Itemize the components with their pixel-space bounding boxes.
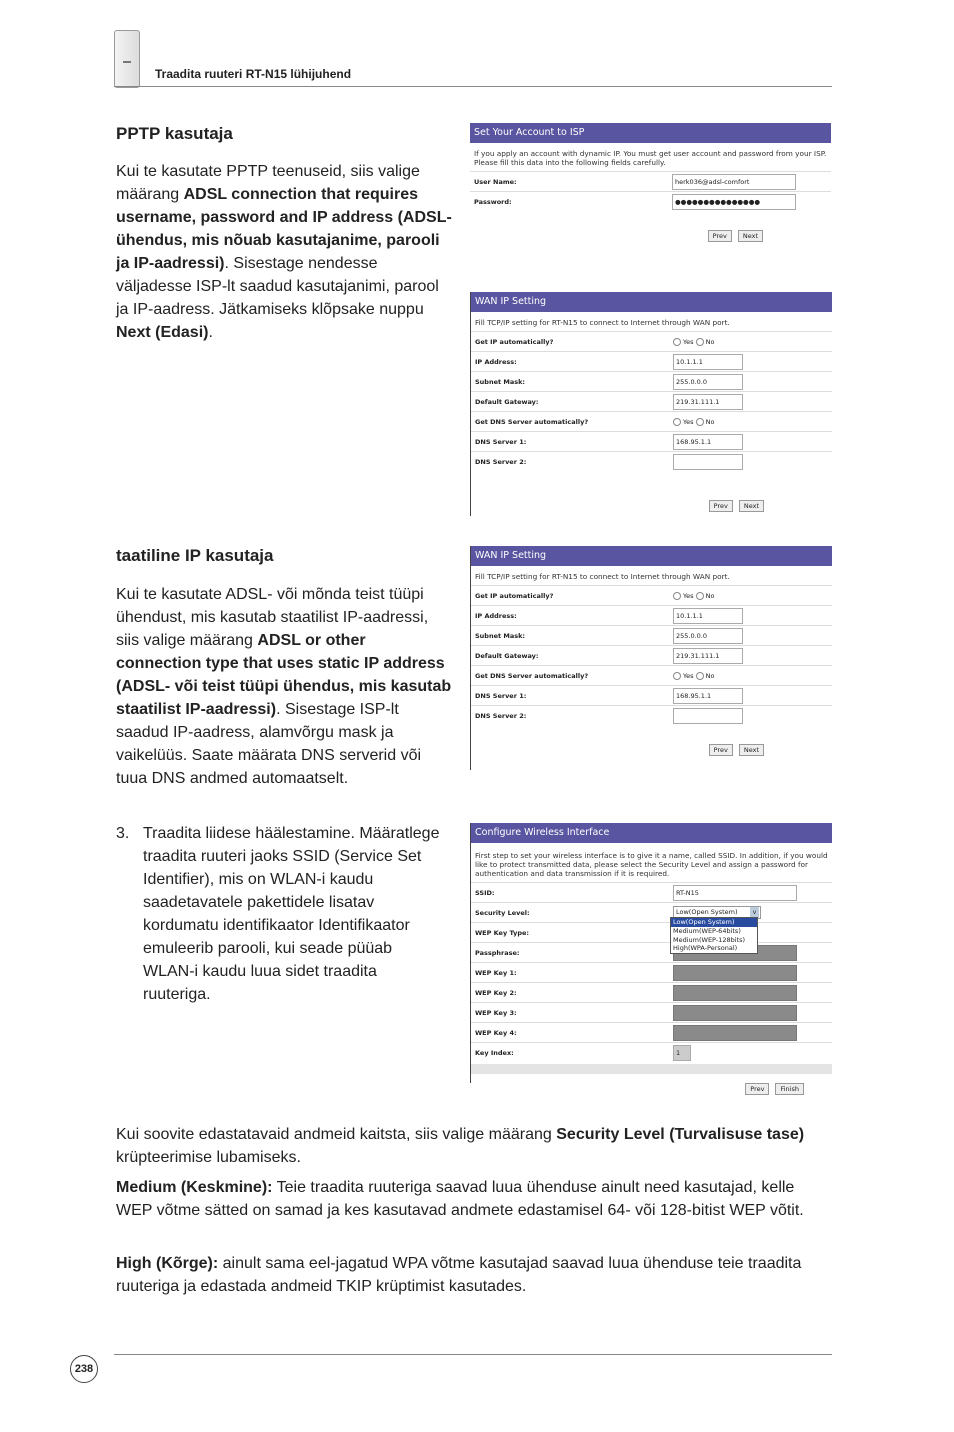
static-heading: taatiline IP kasutaja xyxy=(116,546,274,565)
wep-key1-input[interactable] xyxy=(673,965,797,981)
wep-key3-input[interactable] xyxy=(673,1005,797,1021)
dns1-label: DNS Server 1: xyxy=(471,686,669,706)
yes-radio[interactable] xyxy=(673,592,681,600)
panel-description: First step to set your wireless interface is to give it a name, called SSID. In addition, if you would like to protect transmitted data, please select the Security Level and assign a password for authentication and data transmission if it is required. xyxy=(475,851,828,878)
ssid-input[interactable]: RT-N15 xyxy=(673,885,797,901)
next-button[interactable]: Next xyxy=(738,230,763,242)
header-rule xyxy=(114,86,832,87)
pptp-heading: PPTP kasutaja xyxy=(116,124,233,143)
pptp-paragraph: Kui te kasutate PPTP teenuseid, siis valige määrang ADSL connection that requires username, password and IP address (ADSL-ühendus, mis nõuab kasutajanime, parooli ja IP-aadressi). Sisestage nendesse väljadesse ISP-lt saadud kasutajanimi, parool ja IP-aadress. Jätkamiseks klõpsake nuppu Next (Edasi). xyxy=(116,163,452,341)
dns2-input[interactable] xyxy=(673,708,743,724)
yes-radio[interactable] xyxy=(673,672,681,680)
yes-radio[interactable] xyxy=(673,338,681,346)
ip-label: IP Address: xyxy=(471,606,669,626)
no-radio[interactable] xyxy=(696,418,704,426)
security-select[interactable]: Low(Open System) v xyxy=(673,906,761,919)
security-paragraph: Kui soovite edastatavaid andmeid kaitsta, siis valige määrang Security Level (Turvalisuse tase) krüpteerimise lubamiseks. xyxy=(116,1126,805,1166)
passphrase-label: Passphrase: xyxy=(471,943,669,963)
yes-radio[interactable] xyxy=(673,418,681,426)
ip-label: IP Address: xyxy=(471,352,669,372)
option-low[interactable]: Low(Open System) xyxy=(671,918,757,927)
get-ip-label: Get IP automatically? xyxy=(471,332,669,352)
static-paragraph: Kui te kasutate ADSL- või mõnda teist tüüpi ühendust, mis kasutab staatilist IP-aadressi, siis valige määrang ADSL or other connection type that uses static IP address (ADSL- või teist tüüpi ühendus, mis kasutab staatilist IP-aadressi). Sisestage ISP-lt saadud IP-aadress, alamvõrgu mask ja vaikelüüs. Saate määrata DNS serverid või tuua DNS andmed automaatselt. xyxy=(116,586,452,787)
next-button[interactable]: Next xyxy=(739,500,764,512)
mask-input[interactable]: 255.0.0.0 xyxy=(673,628,743,644)
ip-input[interactable]: 10.1.1.1 xyxy=(673,354,743,370)
wireless-screenshot xyxy=(470,823,832,1093)
isp-account-screenshot xyxy=(470,123,831,256)
prev-button[interactable]: Prev xyxy=(745,1083,769,1095)
high-paragraph: High (Kõrge): ainult sama eel-jagatud WPA võtme kasutajad saavad luua ühenduse teie traadita ruuteriga ja edastada andmeid TKIP krüptimist kasutades. xyxy=(116,1255,802,1295)
username-label: User Name: xyxy=(470,172,668,192)
panel-description: Fill TCP/IP setting for RT-N15 to connect to Internet through WAN port. xyxy=(475,572,730,581)
step3-text: Traadita liidese häälestamine. Määratlege traadita ruuteri jaoks SSID (Service Set Identifier), mis on WLAN-i kaudu saadetavatele pakettidele lisatav kordumatu identifikaator Identifikaator emuleerib parooli, kui seade püüab WLAN-i kaudu luua sidet traadita ruuteriga. xyxy=(143,825,440,1003)
dns2-label: DNS Server 2: xyxy=(471,706,669,726)
medium-paragraph: Medium (Keskmine): Teie traadita ruuteriga saavad luua ühenduse ainult need kasutajad, kelle WEP võtme sätted on samad ja kes kasutavad andmete edastamisel 64- või 128-bitist WEP võtit. xyxy=(116,1179,804,1219)
dns-auto-label: Get DNS Server automatically? xyxy=(471,412,669,432)
panel-title: WAN IP Setting xyxy=(471,292,832,312)
option-wep128[interactable]: Medium(WEP-128bits) xyxy=(673,935,745,944)
key-index-label: Key Index: xyxy=(471,1043,669,1063)
wan-ip-screenshot-1: WAN IP Setting Fill TCP/IP setting for RT-N15 to connect to Internet through WAN port. Get IP automatically? Yes No IP Address: 10.1.1.1 Subnet Mask: 255.0.0.0 Default Gateway: 219.31.111.1 Get DNS Server automatically? Yes No DNS Server 1: 168.95.1.1 DNS Server 2: Prev Next xyxy=(470,292,832,516)
prev-button[interactable]: Prev xyxy=(708,230,732,242)
panel-title: Set Your Account to ISP xyxy=(470,123,831,143)
dns2-input[interactable] xyxy=(673,454,743,470)
router-icon xyxy=(114,30,140,88)
panel-description: Fill TCP/IP setting for RT-N15 to connect to Internet through WAN port. xyxy=(475,318,730,327)
username-input[interactable]: herk036@adsl-comfort xyxy=(672,174,796,190)
wep-key4-label: WEP Key 4: xyxy=(471,1023,669,1043)
header-title: Traadita ruuteri RT-N15 lühijuhend xyxy=(155,67,352,81)
panel-footer-bar xyxy=(471,1064,832,1074)
no-radio[interactable] xyxy=(696,338,704,346)
no-radio[interactable] xyxy=(696,592,704,600)
wep-type-label: WEP Key Type: xyxy=(471,923,669,943)
finish-button[interactable]: Finish xyxy=(775,1083,804,1095)
dns1-label: DNS Server 1: xyxy=(471,432,669,452)
option-wep64[interactable]: Medium(WEP-64bits) xyxy=(673,926,741,935)
footer-rule xyxy=(114,1354,832,1355)
panel-description: If you apply an account with dynamic IP. You must get user account and password from your ISP. Please fill this data into the following fields carefully. xyxy=(474,149,827,167)
wan-ip-screenshot-2: WAN IP Setting Fill TCP/IP setting for RT-N15 to connect to Internet through WAN port. Get IP automatically? Yes No IP Address: 10.1.1.1 Subnet Mask: 255.0.0.0 Default Gateway: 219.31.111.1 Get DNS Server automatically? Yes No DNS Server 1: 168.95.1.1 DNS Server 2: Prev Next xyxy=(470,546,832,770)
ssid-label: SSID: xyxy=(471,883,669,903)
wep-key1-label: WEP Key 1: xyxy=(471,963,669,983)
security-level-dropdown[interactable] xyxy=(670,917,758,954)
dns2-label: DNS Server 2: xyxy=(471,452,669,472)
gateway-input[interactable]: 219.31.111.1 xyxy=(673,648,743,664)
wep-key3-label: WEP Key 3: xyxy=(471,1003,669,1023)
password-input[interactable]: ●●●●●●●●●●●●●●● xyxy=(672,194,796,210)
wep-key2-label: WEP Key 2: xyxy=(471,983,669,1003)
dns1-input[interactable]: 168.95.1.1 xyxy=(673,434,743,450)
security-label: Security Level: xyxy=(471,903,669,923)
dns-auto-label: Get DNS Server automatically? xyxy=(471,666,669,686)
prev-button[interactable]: Prev xyxy=(709,744,733,756)
mask-input[interactable]: 255.0.0.0 xyxy=(673,374,743,390)
gateway-input[interactable]: 219.31.111.1 xyxy=(673,394,743,410)
dns1-input[interactable]: 168.95.1.1 xyxy=(673,688,743,704)
next-button[interactable]: Next xyxy=(739,744,764,756)
no-radio[interactable] xyxy=(696,672,704,680)
key-index-select[interactable]: 1 xyxy=(673,1045,691,1061)
password-label: Password: xyxy=(470,192,668,212)
panel-title: WAN IP Setting xyxy=(471,546,832,566)
mask-label: Subnet Mask: xyxy=(471,372,669,392)
wep-key4-input[interactable] xyxy=(673,1025,797,1041)
panel-title: Configure Wireless Interface xyxy=(471,823,832,843)
wep-key2-input[interactable] xyxy=(673,985,797,1001)
gateway-label: Default Gateway: xyxy=(471,646,669,666)
prev-button[interactable]: Prev xyxy=(709,500,733,512)
option-wpa[interactable]: High(WPA-Personal) xyxy=(673,944,738,953)
ip-input[interactable]: 10.1.1.1 xyxy=(673,608,743,624)
gateway-label: Default Gateway: xyxy=(471,392,669,412)
get-ip-label: Get IP automatically? xyxy=(471,586,669,606)
step-number: 3. xyxy=(116,825,130,842)
page-number: 238 xyxy=(70,1355,98,1383)
mask-label: Subnet Mask: xyxy=(471,626,669,646)
